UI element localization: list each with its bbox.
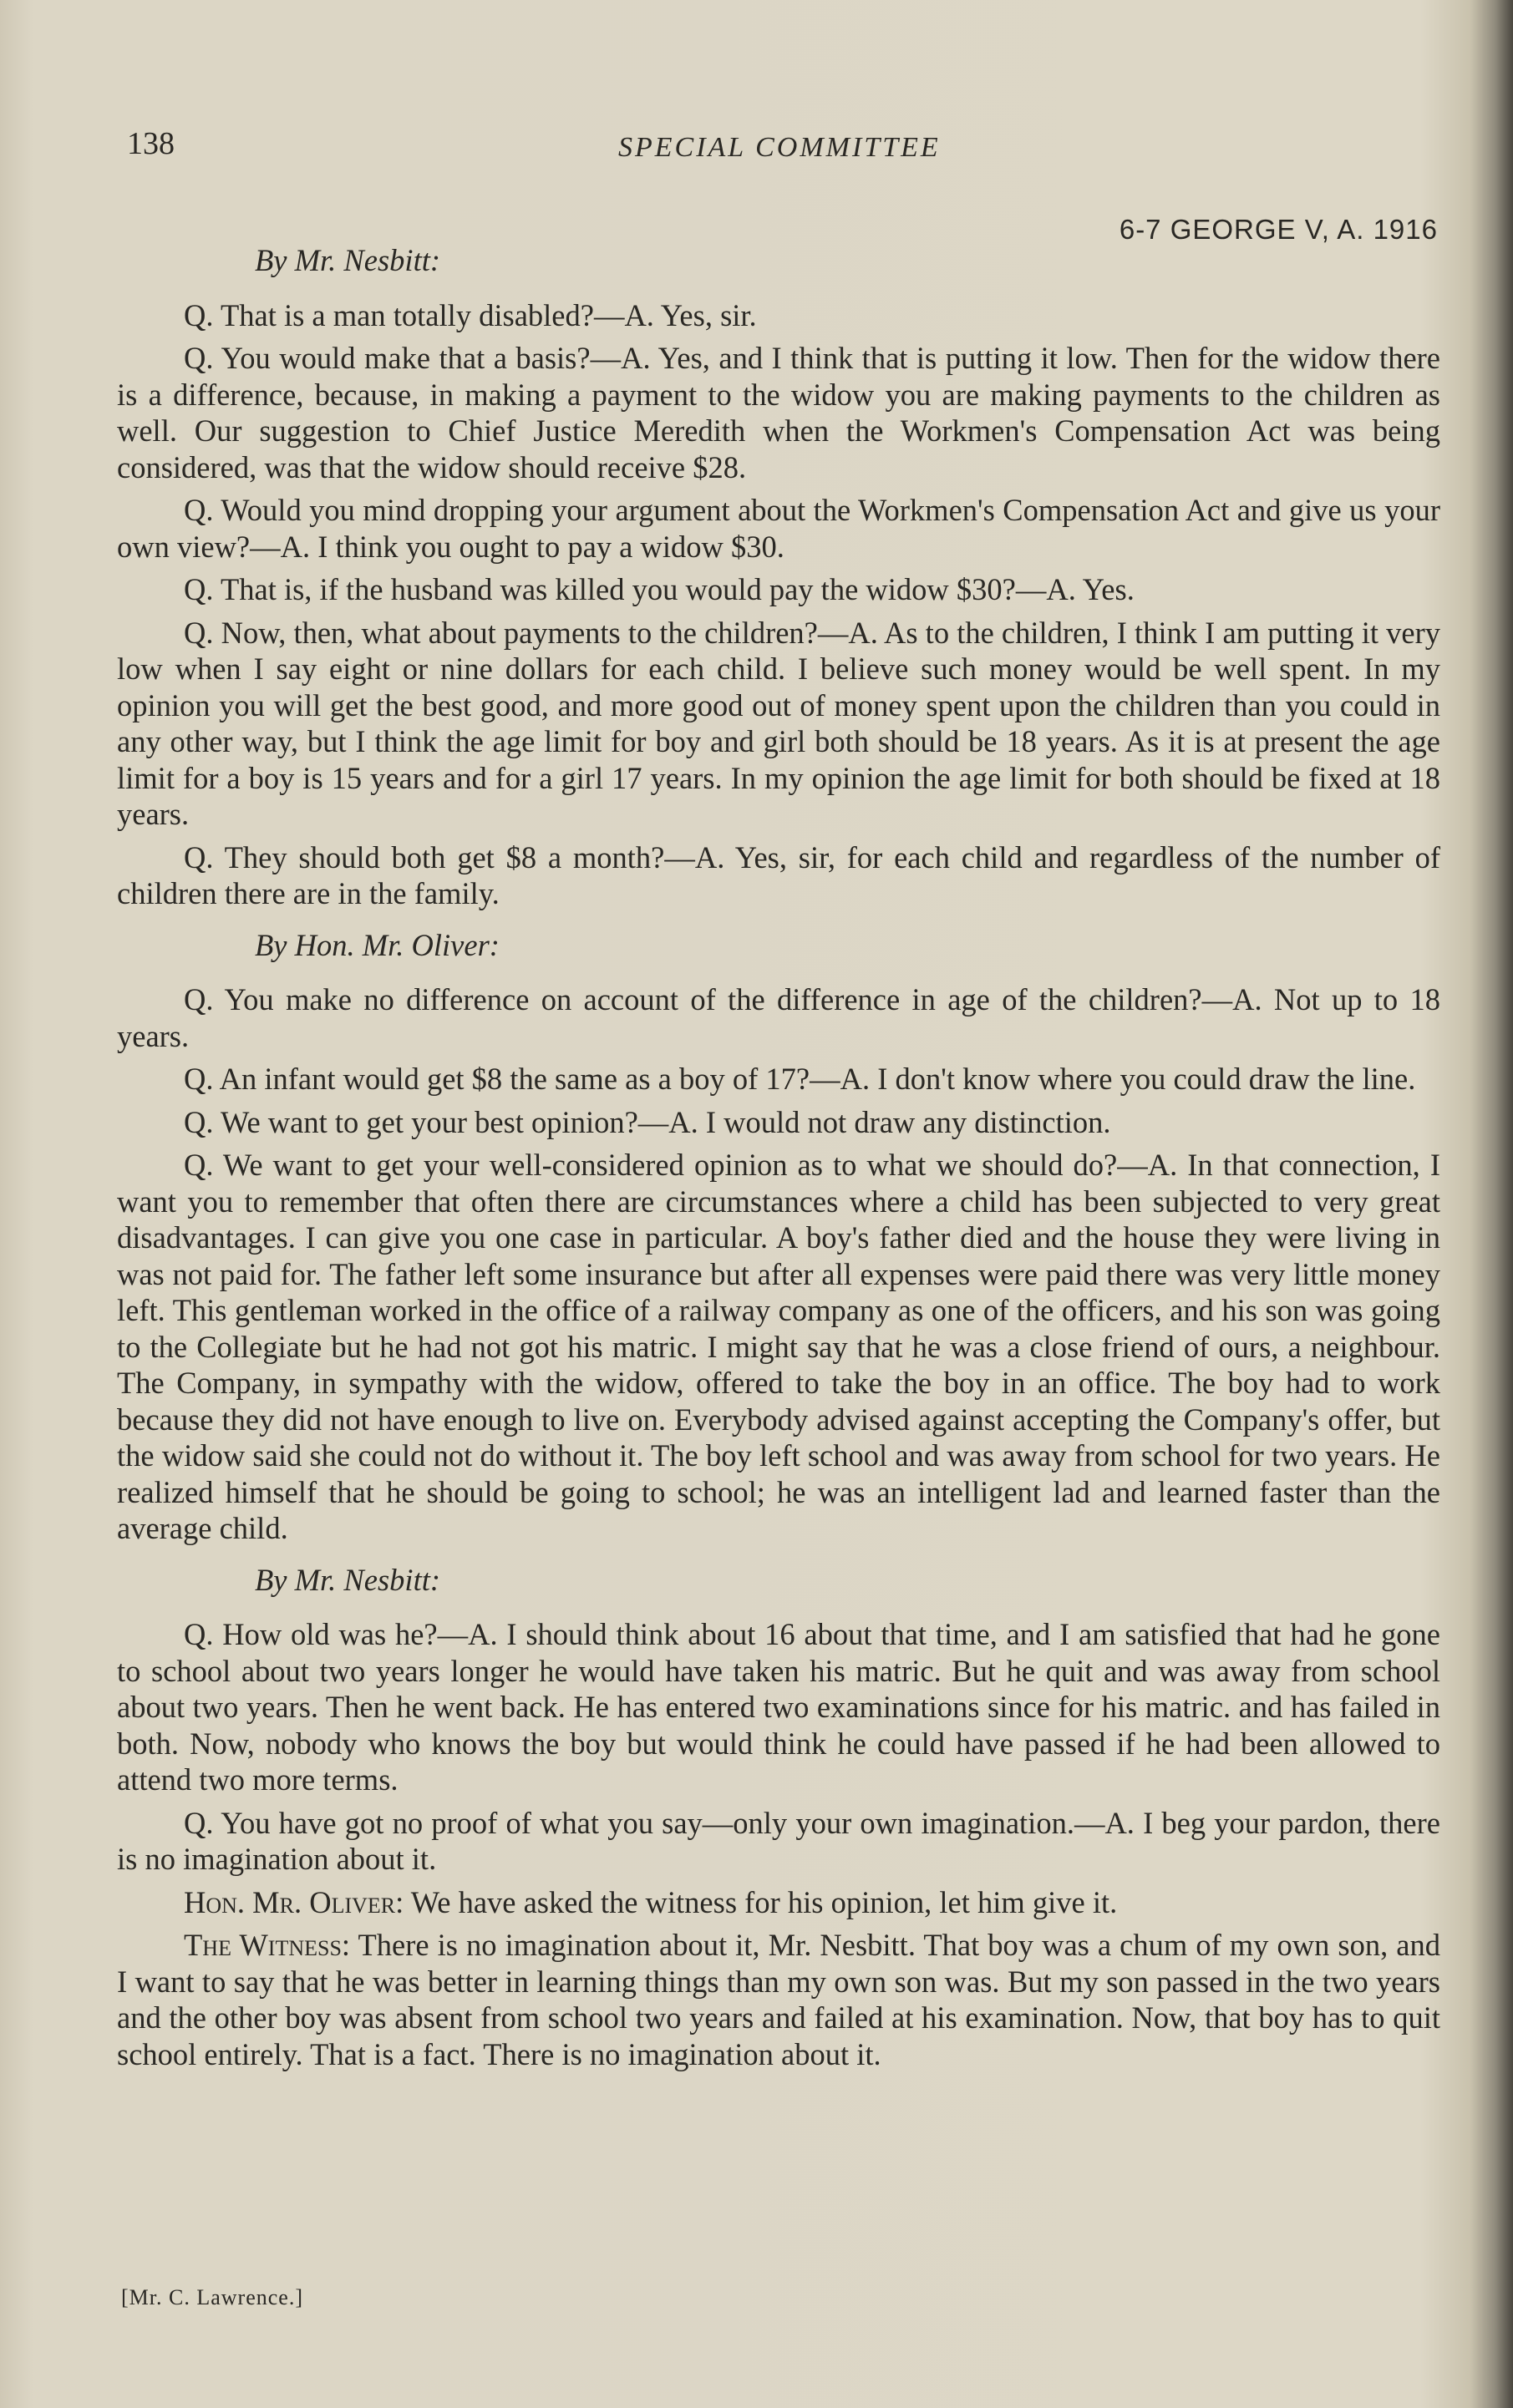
testimony-text: There is no imagination about it, Mr. Nesbitt. That boy was a chum of my own son, and I want to say that he was better in learning things than my own son was. But my son passed in the two years and the other boy was absent from school two years and failed at his examination. Now, that boy has to quit school entirely. That is a fact. There is no imagination about it.	[117, 1928, 1440, 2071]
testimony-paragraph: Q. That is, if the husband was killed you would pay the widow $30?—A. Yes.	[184, 572, 1135, 606]
testimony-paragraph: Q. Would you mind dropping your argument about the Workmen's Compensation Act and give us your own view?—A. I think you ought to pay a widow $30.	[117, 493, 1440, 564]
session-line: 6-7 GEORGE V, A. 1916	[1119, 214, 1438, 245]
testimony-text: We have asked the witness for his opinion, let him give it.	[404, 1884, 1118, 1919]
testimony-paragraph: Q. You have got no proof of what you say—only your own imagination.—A. I beg your pardon, there is no imagination about it.	[117, 1805, 1440, 1876]
testimony-paragraph: Q. We want to get your well-considered opinion as to what we should do?—A. In that connection, I want you to remember that often there are circumstances where a child has been subjected to very great disadvantages. I can give you one case in particular. A boy's father died and the house they were living in was not paid for. The father left some insurance but after all expenses were paid there was very little money left. This gentleman worked in the office of a railway company as one of the officers, and his son was going to the Collegiate but he had not got his matric. I might say that he was a close friend of ours, a neighbour. The Company, in sympathy with the widow, offered to take the boy in an office. The boy had to work because they did not have enough to live on. Everybody advised against accepting the Company's offer, but the widow said she could not do without it. The boy left school and was away from school for two years. He realized himself that he should be going to school; he was an intelligent lad and learned faster than the average child.	[117, 1148, 1440, 1545]
speaker-label: Hon. Mr. Oliver:	[184, 1884, 404, 1919]
testimony-paragraph	[117, 1927, 1440, 2072]
footer-note: [Mr. C. Lawrence.]	[121, 2285, 303, 2309]
page-header	[117, 125, 1454, 175]
running-head: SPECIAL COMMITTEE	[618, 132, 941, 163]
speaker-label: The Witness:	[184, 1928, 351, 1962]
body-text	[117, 242, 1440, 2072]
page-number: 138	[127, 126, 175, 161]
testimony-paragraph: Q. They should both get $8 a month?—A. Yes, sir, for each child and regardless of the number of children there are in the family.	[117, 839, 1440, 910]
testimony-paragraph: Q. That is a man totally disabled?—A. Yes, sir.	[184, 297, 757, 332]
testimony-paragraph: Q. You would make that a basis?—A. Yes, and I think that is putting it low. Then for the widow there is a difference, because, in making a payment to the widow you are making payments to the children as well. Our suggestion to Chief Justice Meredith when the Workmen's Compensation Act was being considered, was that the widow should receive $28.	[117, 341, 1440, 484]
speaker-heading: By Mr. Nesbitt:	[255, 243, 441, 277]
testimony-paragraph: Q. We want to get your best opinion?—A. I would not draw any distinction.	[184, 1104, 1111, 1139]
testimony-paragraph	[117, 1884, 1440, 1921]
testimony-paragraph: Q. How old was he?—A. I should think about 16 about that time, and I am satisfied that had he gone to school about two years longer he would have taken his matric. But he quit and was away from school about two years. Then he went back. He has entered two examinations since for his matric. and has failed in both. Now, nobody who knows the boy but would think he could have passed if he had been allowed to attend two more terms.	[117, 1617, 1440, 1797]
testimony-paragraph: Q. You make no difference on account of the difference in age of the children?—A. Not up to 18 years.	[117, 982, 1440, 1053]
speaker-heading: By Hon. Mr. Oliver:	[255, 927, 500, 962]
testimony-paragraph: Q. Now, then, what about payments to the children?—A. As to the children, I think I am putting it very low when I say eight or nine dollars for each child. I believe such money would be well spent. In my opinion you will get the best good, and more good out of money spent upon the children than you could in any other way, but I think the age limit for boy and girl both should be 18 years. As it is at present the age limit for a boy is 15 years and for a girl 17 years. In my opinion the age limit for both should be fixed at 18 years.	[117, 615, 1440, 831]
speaker-heading: By Mr. Nesbitt:	[255, 1562, 441, 1597]
testimony-paragraph: Q. An infant would get $8 the same as a boy of 17?—A. I don't know where you could draw the line.	[184, 1062, 1416, 1096]
